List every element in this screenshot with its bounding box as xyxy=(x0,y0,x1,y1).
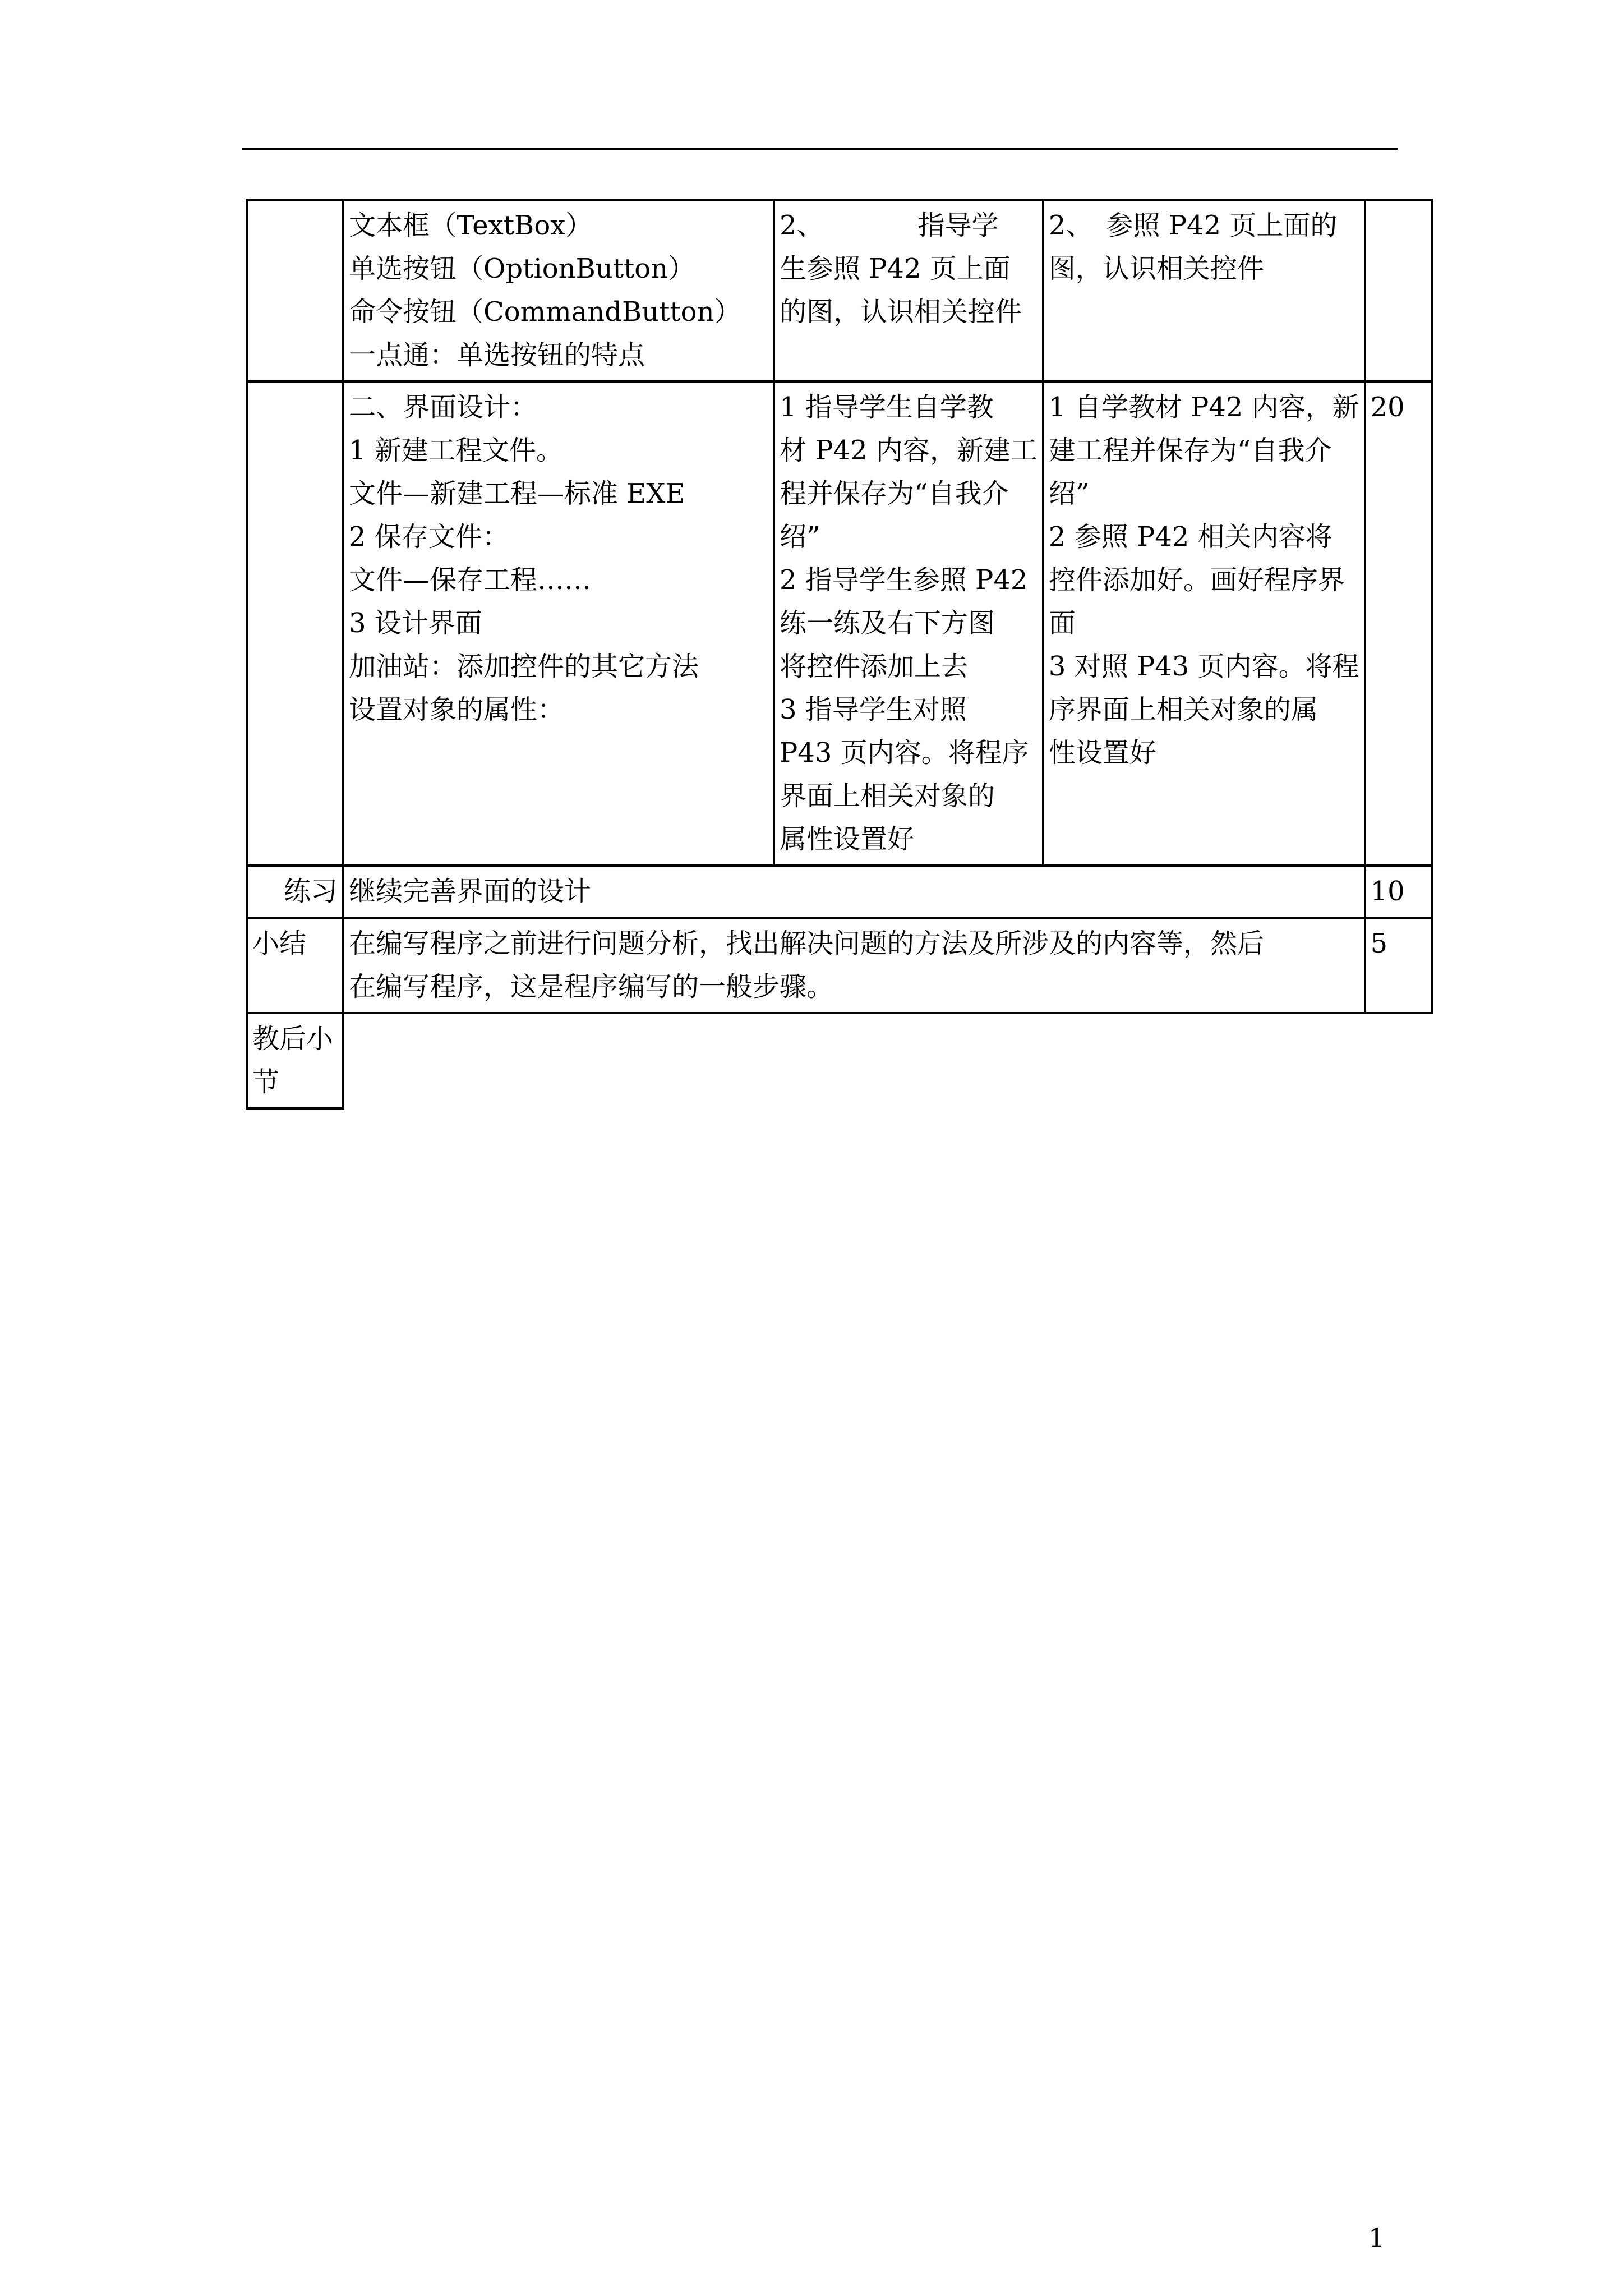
time-cell: 10 xyxy=(1365,866,1432,918)
teacher-line: 练一练及右下方图 xyxy=(780,608,995,639)
page-number: 1 xyxy=(1368,2223,1385,2253)
summary-text xyxy=(343,918,1365,1013)
teacher-line: 将控件添加上去 xyxy=(780,651,969,682)
teacher-activity-cell xyxy=(774,200,1043,381)
lesson-plan-table xyxy=(246,199,1433,1110)
time-cell: 5 xyxy=(1365,918,1432,1013)
stage-cell xyxy=(247,381,343,866)
practice-text: 继续完善界面的设计 xyxy=(343,866,1365,918)
content-line: 文本框（TextBox） xyxy=(349,210,593,241)
student-line: 2、 参照 P42 页上面的 xyxy=(1048,210,1338,241)
content-cell xyxy=(343,381,774,866)
reflection-empty xyxy=(343,1013,1432,1108)
teacher-line: 生参照 P42 页上面 xyxy=(780,253,1011,284)
student-line: 性设置好 xyxy=(1048,737,1156,769)
student-line: 建工程并保存为“自我介 xyxy=(1048,435,1332,466)
student-activity-cell xyxy=(1043,200,1365,381)
teacher-activity-cell xyxy=(774,381,1043,866)
table-row xyxy=(247,866,1432,918)
stage-cell xyxy=(247,200,343,381)
student-line: 绍” xyxy=(1048,478,1090,509)
summary-line: 在编写程序之前进行问题分析，找出解决问题的方法及所涉及的内容等，然后 xyxy=(349,928,1265,959)
teacher-line: 3 指导学生对照 xyxy=(780,694,967,725)
content-line: 命令按钮（CommandButton） xyxy=(349,296,741,328)
teacher-line: 程并保存为“自我介 xyxy=(780,478,1009,509)
content-line: 3 设计界面 xyxy=(349,608,482,639)
teacher-line: 材 P42 内容，新建工 xyxy=(780,435,1038,466)
content-line: 二、界面设计： xyxy=(349,392,538,423)
time-cell: 20 xyxy=(1365,381,1432,866)
student-line: 控件添加好。画好程序界 xyxy=(1048,564,1345,596)
time-cell xyxy=(1365,200,1432,381)
teacher-line: 绍” xyxy=(780,521,820,553)
reflection-label-line: 教后小 xyxy=(252,1023,334,1055)
content-line: 2 保存文件： xyxy=(349,521,509,553)
content-line: 文件—保存工程…… xyxy=(349,564,592,596)
student-line: 面 xyxy=(1048,608,1076,639)
content-cell xyxy=(343,200,774,381)
student-activity-cell xyxy=(1043,381,1365,866)
table-row xyxy=(247,918,1432,1013)
teacher-line: 2、 指导学 xyxy=(780,210,999,241)
student-line: 3 对照 P43 页内容。将程 xyxy=(1048,651,1359,682)
content-line: 设置对象的属性： xyxy=(349,694,565,725)
table-row xyxy=(247,200,1432,381)
content-line: 1 新建工程文件。 xyxy=(349,435,563,466)
reflection-label xyxy=(247,1013,343,1108)
content-line: 单选按钮（OptionButton） xyxy=(349,253,695,284)
practice-label: 练习 xyxy=(247,866,343,918)
summary-label: 小结 xyxy=(247,918,343,1013)
teacher-line: 属性设置好 xyxy=(780,823,915,855)
teacher-line: 2 指导学生参照 P42 xyxy=(780,564,1028,596)
summary-line: 在编写程序，这是程序编写的一般步骤。 xyxy=(349,971,834,1002)
teacher-line: 界面上相关对象的 xyxy=(780,780,995,812)
header-rule xyxy=(242,148,1398,150)
content-line: 加油站：添加控件的其它方法 xyxy=(349,651,699,682)
teacher-line: 1 指导学生自学教 xyxy=(780,392,994,423)
table-row xyxy=(247,381,1432,866)
student-line: 2 参照 P42 相关内容将 xyxy=(1048,521,1332,553)
content-line: 文件—新建工程—标准 EXE xyxy=(349,478,685,509)
table-row xyxy=(247,1013,1432,1108)
student-line: 序界面上相关对象的属 xyxy=(1048,694,1318,725)
teacher-line: 的图，认识相关控件 xyxy=(780,296,1022,328)
student-line: 1 自学教材 P42 内容，新 xyxy=(1048,392,1359,423)
reflection-label-line: 节 xyxy=(252,1066,280,1098)
student-line: 图，认识相关控件 xyxy=(1048,253,1264,284)
content-line: 一点通：单选按钮的特点 xyxy=(349,339,645,371)
teacher-line: P43 页内容。将程序 xyxy=(780,737,1029,769)
